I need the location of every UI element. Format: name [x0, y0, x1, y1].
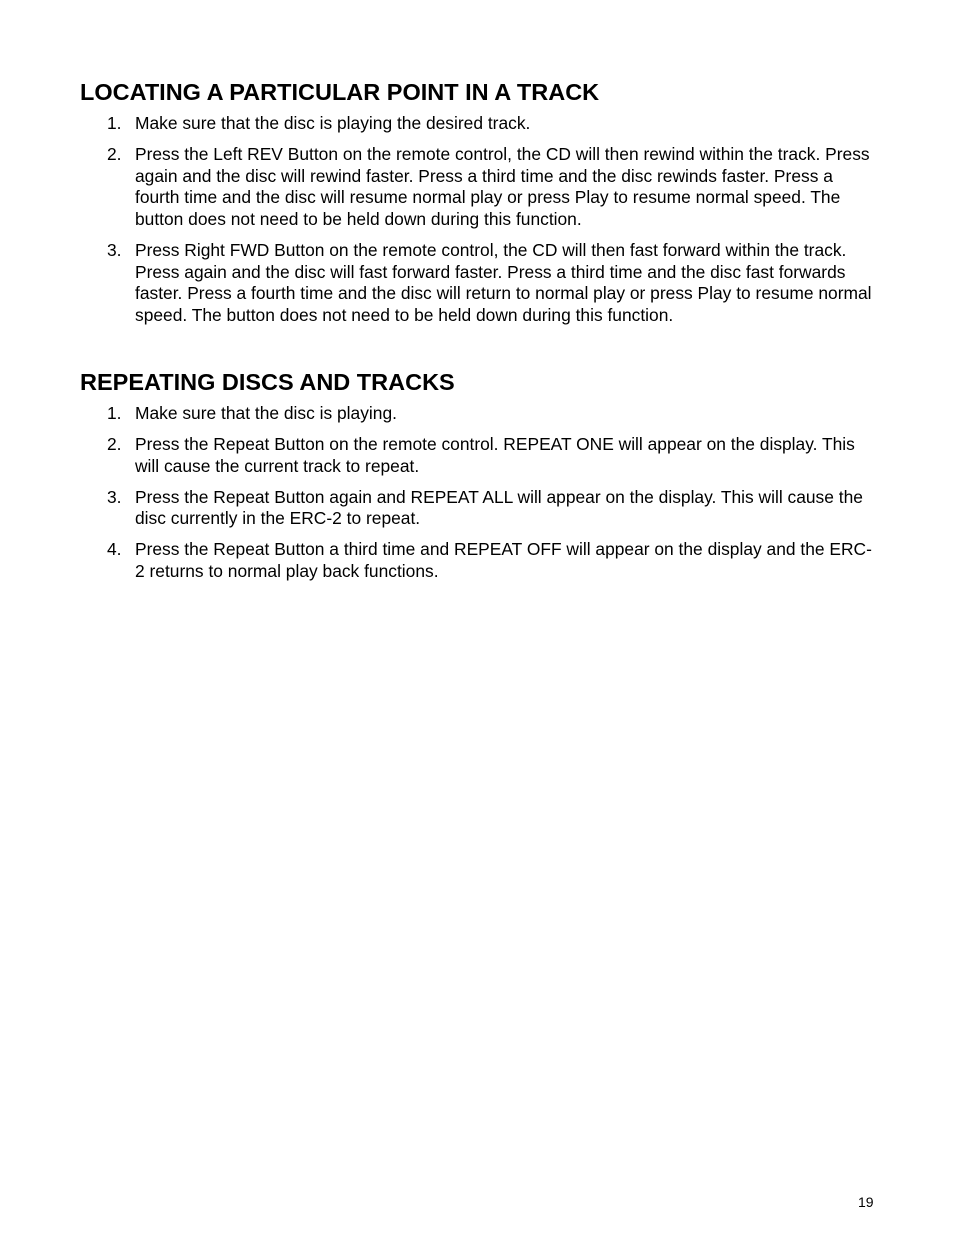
section-heading: REPEATING DISCS AND TRACKS	[80, 369, 455, 395]
step-text: Make sure that the disc is playing.	[135, 403, 397, 423]
step-text: Press Right FWD Button on the remote control, the CD will then fast forward within the track. Press again and the disc will fast forward faster. Press a third time and the disc fast forwards faster. Press a fourth time and the disc will return to normal play or press Play to resume normal speed. The button does not need to be held down during this function.	[135, 239, 872, 325]
step-number: 2.	[107, 144, 122, 165]
step-text: Press the Left REV Button on the remote control, the CD will then rewind within the track. Press again and the disc will rewind faster. Press a third time and the disc rewinds faster. Press a fourth time and the disc will resume normal play or press Play to resume normal speed. The button does not need to be held down during this function.	[135, 144, 870, 229]
list-item	[79, 403, 879, 425]
list-item	[79, 487, 879, 530]
section-locating-point	[79, 78, 879, 336]
section-heading: LOCATING A PARTICULAR POINT IN A TRACK	[80, 79, 600, 105]
step-number: 3.	[107, 239, 122, 260]
section-repeating	[79, 368, 879, 592]
step-text: Press the Repeat Button on the remote control. REPEAT ONE will appear on the display. This will cause the current track to repeat.	[135, 434, 855, 476]
step-number: 1.	[107, 403, 122, 423]
list-item	[79, 240, 879, 326]
list-item	[79, 113, 879, 135]
step-text: Press the Repeat Button again and REPEAT ALL will appear on the display. This will cause the disc currently in the ERC-2 to repeat.	[135, 486, 863, 529]
step-text: Press the Repeat Button a third time and REPEAT OFF will appear on the display and the ERC-2 returns to normal play back functions.	[135, 539, 872, 582]
steps-list	[79, 403, 879, 583]
list-item	[79, 144, 879, 230]
step-number: 4.	[107, 539, 122, 560]
step-number: 3.	[107, 486, 122, 507]
step-text: Make sure that the disc is playing the desired track.	[135, 113, 531, 133]
step-number: 2.	[107, 434, 122, 455]
list-item	[79, 434, 879, 477]
page-number: 19	[858, 1194, 874, 1210]
steps-list	[79, 113, 879, 326]
list-item	[79, 539, 879, 582]
step-number: 1.	[107, 113, 122, 133]
